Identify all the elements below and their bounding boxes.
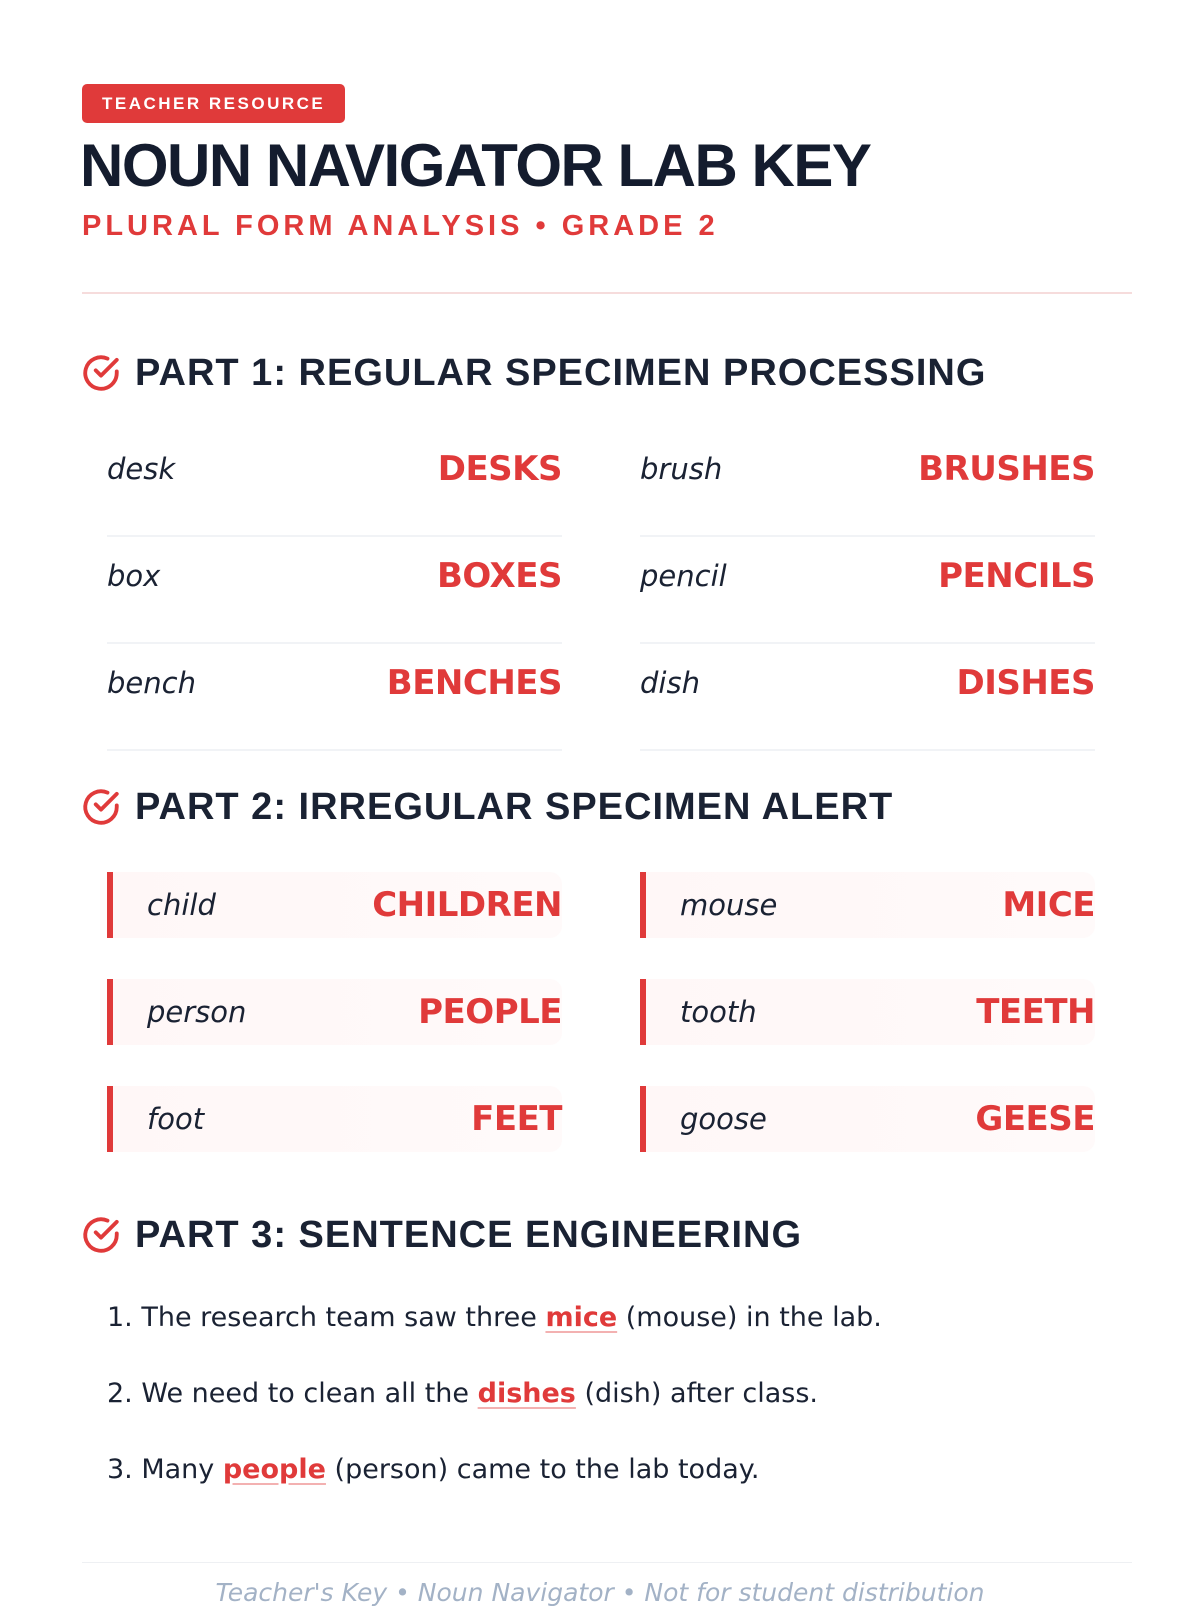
sentence-text: (person) came to the lab today. <box>325 1454 760 1485</box>
regular-item <box>640 537 1095 644</box>
singular-noun: foot <box>147 1102 205 1136</box>
regular-item <box>107 537 562 644</box>
check-circle-icon <box>80 786 122 828</box>
irregular-item <box>107 979 562 1045</box>
regular-item <box>107 644 562 751</box>
plural-noun: FEET <box>471 1099 562 1139</box>
regular-item <box>107 430 562 537</box>
irregular-plurals-grid <box>107 872 1095 1152</box>
plural-noun: PEOPLE <box>418 992 562 1032</box>
plural-noun: CHILDREN <box>372 885 562 925</box>
regular-item <box>640 430 1095 537</box>
irregular-item <box>640 872 1095 938</box>
sentence-text: 2. We need to clean all the <box>107 1378 478 1409</box>
part1-title: PART 1: REGULAR SPECIMEN PROCESSING <box>135 351 987 394</box>
plural-noun: DESKS <box>437 449 562 489</box>
sentence-item <box>107 1450 1107 1526</box>
part3-heading <box>80 1210 802 1260</box>
singular-noun: goose <box>680 1102 767 1136</box>
singular-noun: box <box>107 559 161 593</box>
sentence-text: 1. The research team saw three <box>107 1302 546 1333</box>
singular-noun: tooth <box>680 995 757 1029</box>
part1-heading <box>80 348 986 398</box>
sentence-item <box>107 1374 1107 1450</box>
check-circle-icon <box>80 1214 122 1256</box>
plural-noun: BRUSHES <box>918 449 1095 489</box>
singular-noun: pencil <box>640 559 727 593</box>
irregular-item <box>107 872 562 938</box>
plural-noun: BOXES <box>436 556 562 596</box>
plural-noun: BENCHES <box>386 663 562 703</box>
singular-noun: bench <box>107 666 196 700</box>
sentence-item <box>107 1298 1107 1374</box>
plural-noun: PENCILS <box>938 556 1095 596</box>
regular-plurals-grid <box>107 430 1095 751</box>
part2-title: PART 2: IRREGULAR SPECIMEN ALERT <box>135 785 894 828</box>
singular-noun: desk <box>107 452 176 486</box>
sentence-list <box>107 1298 1107 1526</box>
singular-noun: brush <box>640 452 723 486</box>
plural-noun: TEETH <box>976 992 1095 1032</box>
page-title: NOUN NAVIGATOR LAB KEY <box>80 132 871 199</box>
irregular-item <box>640 1086 1095 1152</box>
irregular-item <box>107 1086 562 1152</box>
page-subtitle: PLURAL FORM ANALYSIS • GRADE 2 <box>82 210 719 242</box>
part3-title: PART 3: SENTENCE ENGINEERING <box>135 1213 803 1256</box>
singular-noun: mouse <box>680 888 778 922</box>
singular-noun: dish <box>640 666 700 700</box>
regular-item <box>640 644 1095 751</box>
sentence-text: (dish) after class. <box>575 1378 819 1409</box>
irregular-item <box>640 979 1095 1045</box>
check-circle-icon <box>80 352 122 394</box>
sentence-text: 3. Many <box>107 1454 223 1485</box>
singular-noun: person <box>147 995 247 1029</box>
plural-noun: MICE <box>1002 885 1095 925</box>
teacher-resource-badge: TEACHER RESOURCE <box>82 84 345 123</box>
footer-divider <box>82 1562 1132 1563</box>
part2-heading <box>80 782 893 832</box>
answer-word: people <box>222 1454 326 1485</box>
singular-noun: child <box>147 888 216 922</box>
footer-note: Teacher's Key • Noun Navigator • Not for student distribution <box>215 1578 985 1607</box>
header-divider <box>82 292 1132 294</box>
sentence-text: (mouse) in the lab. <box>617 1302 882 1333</box>
answer-word: mice <box>545 1302 618 1333</box>
answer-word: dishes <box>477 1378 576 1409</box>
plural-noun: GEESE <box>975 1099 1095 1139</box>
plural-noun: DISHES <box>956 663 1095 703</box>
